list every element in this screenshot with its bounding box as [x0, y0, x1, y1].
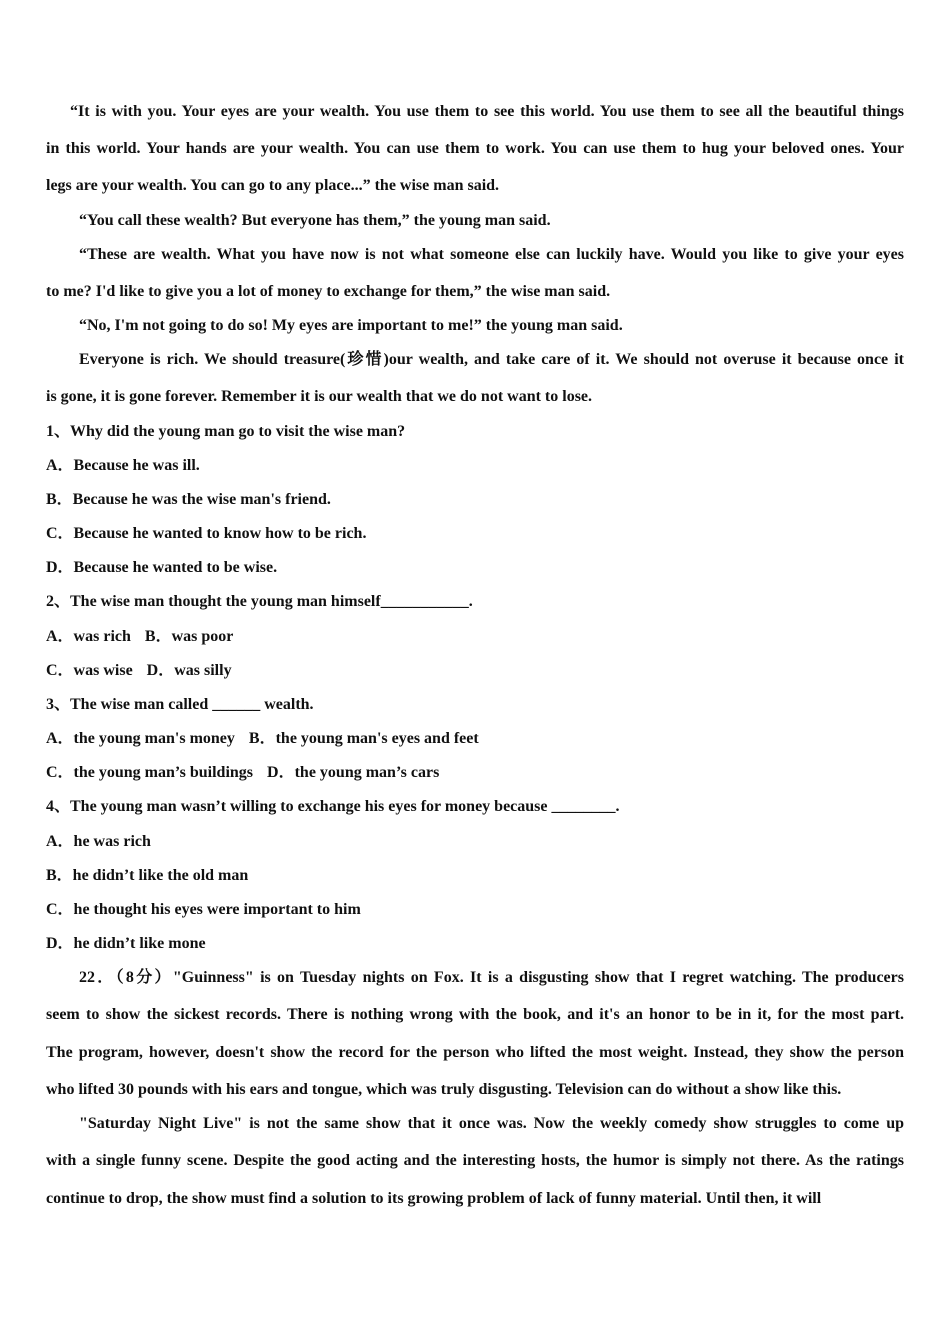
question-2-option-a: A．was rich [46, 628, 131, 645]
question-1-stem: 1、Why did the young man go to visit the wise man? [46, 423, 406, 440]
passage1-line: in this world. Your hands are your wealth. You can use them to work. You can use them to hug your beloved ones. Your [46, 140, 904, 157]
question-1-option-a: A．Because he was ill. [46, 457, 200, 474]
question-2-option-c: C．was wise [46, 662, 133, 679]
question-4-option-a: A．he was rich [46, 833, 151, 850]
question-3-options-ab [46, 729, 479, 749]
passage2-line: who lifted 30 pounds with his ears and tongue, which was truly disgusting. Television can do without a show like this. [46, 1081, 842, 1098]
passage1-line: to me? I'd like to give you a lot of money to exchange for them,” the wise man said. [46, 283, 611, 300]
question-2-options-ab [46, 627, 233, 647]
question-2-option-b: B．was poor [144, 628, 234, 645]
passage1-line: “You call these wealth? But everyone has them,” the young man said. [79, 212, 551, 229]
passage1-line: legs are your wealth. You can go to any place...” the wise man said. [46, 177, 500, 194]
passage1-line: Everyone is rich. We should treasure(珍惜)our wealth, and take care of it. We should not overuse it because once it [79, 351, 904, 368]
passage2-line: "Saturday Night Live" is not the same show that it once was. Now the weekly comedy show struggles to come up [79, 1115, 904, 1132]
passage1-line: “No, I'm not going to do so! My eyes are important to me!” the young man said. [79, 317, 623, 334]
passage2-line: with a single funny scene. Despite the good acting and the interesting hosts, the humor is simply not there. As the ratings [46, 1152, 904, 1169]
passage1-line: “It is with you. Your eyes are your wealth. You use them to see this world. You use them to see all the beautiful things [70, 103, 904, 120]
question-2-option-d: D．was silly [146, 662, 232, 679]
question-4-option-d: D．he didn’t like mone [46, 935, 206, 952]
question-1-option-b: B．Because he was the wise man's friend. [46, 491, 331, 508]
question-3-option-b: B．the young man's eyes and feet [248, 730, 479, 747]
question-1-option-d: D．Because he wanted to be wise. [46, 559, 278, 576]
question-3-option-d: D．the young man’s cars [267, 764, 440, 781]
question-1-option-c: C．Because he wanted to know how to be rich. [46, 525, 367, 542]
question-3-options-cd [46, 763, 439, 783]
passage2-line: 22．（8分）"Guinness" is on Tuesday nights on Fox. It is a disgusting show that I regret watching. The producers [79, 969, 904, 986]
passage1-line: “These are wealth. What you have now is not what someone else can luckily have. Would you like to give your eyes [79, 246, 904, 263]
question-2-stem: 2、The wise man thought the young man himself___________. [46, 593, 473, 610]
question-3-option-c: C．the young man’s buildings [46, 764, 254, 781]
question-3-option-a: A．the young man's money [46, 730, 235, 747]
question-4-option-c: C．he thought his eyes were important to him [46, 901, 361, 918]
question-4-stem: 4、The young man wasn’t willing to exchange his eyes for money because ________. [46, 798, 620, 815]
passage1-line: is gone, it is gone forever. Remember it is our wealth that we do not want to lose. [46, 388, 593, 405]
question-2-options-cd [46, 661, 232, 681]
passage2-line: The program, however, doesn't show the record for the person who lifted the most weight. Instead, they show the person [46, 1044, 904, 1061]
passage2-line: continue to drop, the show must find a solution to its growing problem of lack of funny material. Until then, it will [46, 1190, 822, 1207]
question-3-stem: 3、The wise man called ______ wealth. [46, 696, 314, 713]
question-4-option-b: B．he didn’t like the old man [46, 867, 249, 884]
passage2-line: seem to show the sickest records. There is nothing wrong with the book, and it's an honor to be in it, for the most part. [46, 1006, 904, 1023]
